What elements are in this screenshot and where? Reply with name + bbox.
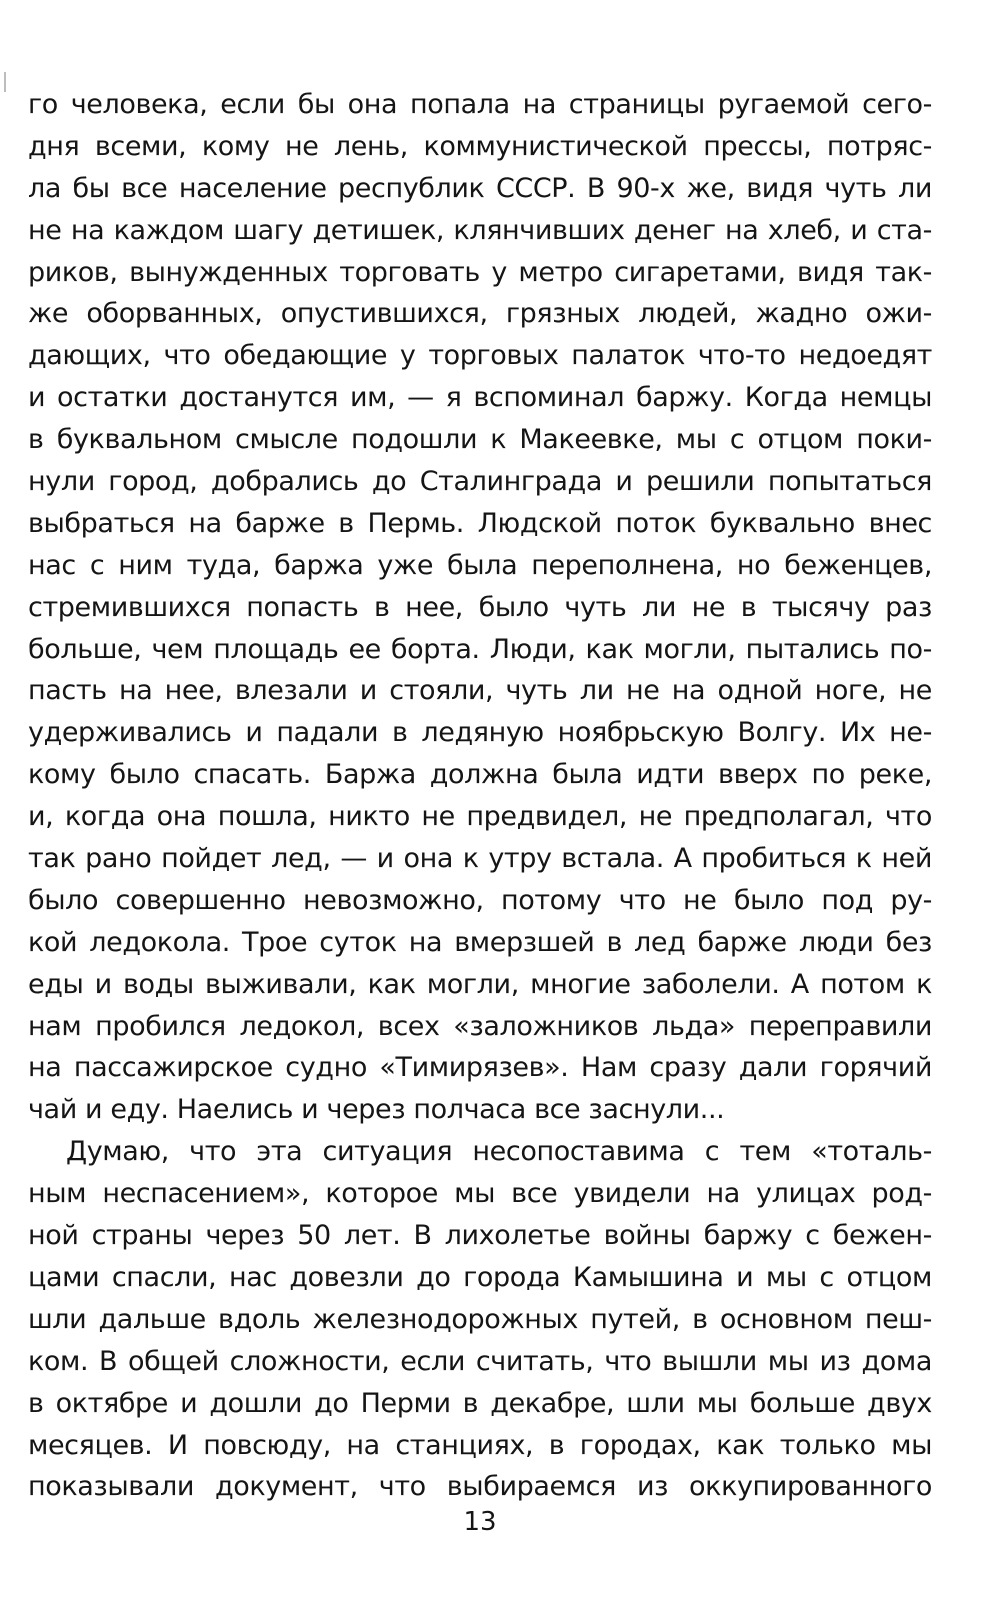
text-line: кой ледокола. Трое суток на вмерзшей в лед барже люди без xyxy=(28,926,932,958)
text-line: нули город, добрались до Сталинграда и решили попытаться xyxy=(28,466,932,498)
margin-mark xyxy=(4,72,6,92)
text-line: еды и воды выживали, как могли, многие заболели. А потом к xyxy=(28,968,932,1000)
text-line: стремившихся попасть в нее, было чуть ли не в тысячу раз xyxy=(28,591,932,623)
page-number: 13 xyxy=(463,1507,497,1537)
text-line: ком. В общей сложности, если считать, что вышли мы из дома xyxy=(28,1345,932,1377)
text-line: больше, чем площадь ее борта. Люди, как могли, пытались по- xyxy=(28,633,932,665)
text-line: же оборванных, опустившихся, грязных людей, жадно ожи- xyxy=(28,298,932,330)
text-line: и остатки достанутся им, — я вспоминал баржу. Когда немцы xyxy=(28,382,932,414)
text-line: риков, вынужденных торговать у метро сигаретами, видя так- xyxy=(28,256,932,288)
text-line: не на каждом шагу детишек, клянчивших денег на хлеб, и ста- xyxy=(28,214,932,246)
text-line: цами спасли, нас довезли до города Камышина и мы с отцом xyxy=(28,1261,932,1293)
text-line: дающих, что обедающие у торговых палаток что-то недоедят xyxy=(28,340,932,372)
text-line: на пассажирское судно «Тимирязев». Нам сразу дали горячий xyxy=(28,1052,932,1084)
text-line: и, когда она пошла, никто не предвидел, не предполагал, что xyxy=(28,801,932,833)
text-line-paragraph-end: чай и еду. Наелись и через полчаса все заснули... xyxy=(28,1094,725,1126)
body-text xyxy=(28,84,932,1508)
text-line: пасть на нее, влезали и стояли, чуть ли не на одной ноге, не xyxy=(28,675,932,707)
text-line: кому было спасать. Баржа должна была идти вверх по реке, xyxy=(28,759,932,791)
text-line: выбраться на барже в Пермь. Людской поток буквально внес xyxy=(28,507,932,539)
text-line: го человека, если бы она попала на страницы ругаемой сего- xyxy=(28,89,932,120)
text-line: так рано пойдет лед, — и она к утру встала. А пробиться к ней xyxy=(28,843,932,875)
text-line: ной страны через 50 лет. В лихолетье войны баржу с бежен- xyxy=(28,1220,932,1252)
text-line: нам пробился ледокол, всех «заложников льда» переправили xyxy=(28,1010,932,1042)
text-line: дня всеми, кому не лень, коммунистической прессы, потряс- xyxy=(28,130,932,162)
text-line: ным неспасением», которое мы все увидели на улицах род- xyxy=(28,1178,932,1210)
text-line: показывали документ, что выбираемся из оккупированного xyxy=(28,1471,932,1503)
text-line: было совершенно невозможно, потому что не было под ру- xyxy=(28,884,932,916)
text-line-paragraph-start: Думаю, что эта ситуация несопоставима с тем «тоталь- xyxy=(66,1136,932,1168)
text-line: в буквальном смысле подошли к Макеевке, мы с отцом поки- xyxy=(28,424,932,456)
text-line: в октябре и дошли до Перми в декабре, шли мы больше двух xyxy=(28,1387,932,1419)
text-line: месяцев. И повсюду, на станциях, в городах, как только мы xyxy=(28,1429,932,1461)
text-line: шли дальше вдоль железнодорожных путей, в основном пеш- xyxy=(28,1303,932,1335)
text-line: удерживались и падали в ледяную ноябрьскую Волгу. Их не- xyxy=(28,717,932,749)
text-line: ла бы все население республик СССР. В 90-х же, видя чуть ли xyxy=(28,172,932,204)
text-line: нас с ним туда, баржа уже была переполнена, но беженцев, xyxy=(28,549,932,581)
